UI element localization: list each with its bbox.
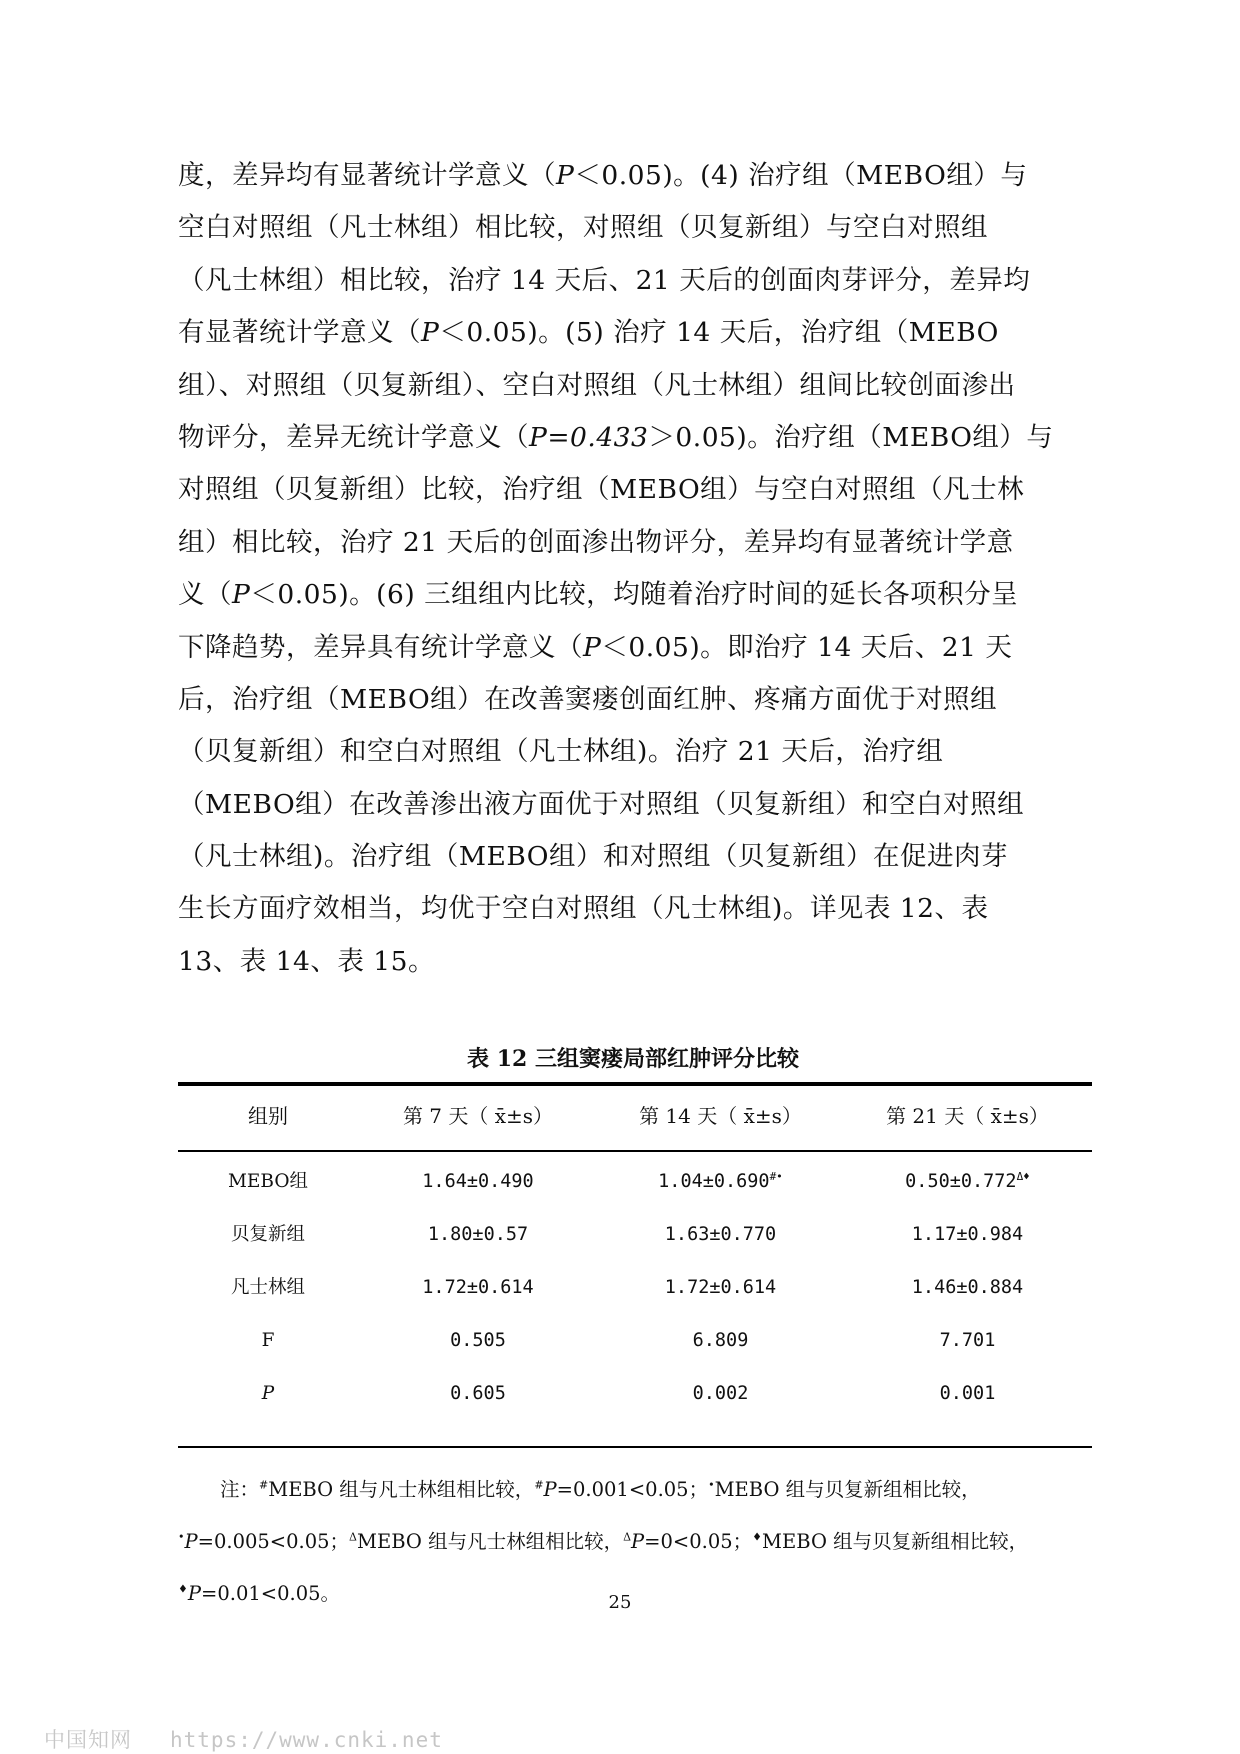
table-row [178,1162,1092,1202]
watermark [44,1724,443,1754]
row-label: 凡士林组 [230,1277,305,1298]
paragraph-line: 13、表 14、表 15。 [178,945,436,977]
table-caption: 表 12 三组窦瘘局部红肿评分比较 [467,1046,799,1072]
paragraph-line: （凡士林组）相比较，治疗 14 天后、21 天后的创面肉芽评分，差异均 [178,264,1031,296]
cell-day7: 0.605 [450,1383,506,1404]
paragraph-line: （贝复新组）和空白对照组（凡士林组)。治疗 21 天后，治疗组 [178,736,944,768]
watermark-url: https://www.cnki.net [170,1728,443,1752]
cell-day21: 1.17±0.984 [911,1224,1024,1245]
cell-day21: 1.46±0.884 [911,1277,1024,1298]
header-day7: 第 7 天（ x̄±s） [402,1104,554,1128]
note-line: 注：#MEBO 组与凡士林组相比较，#P=0.001<0.05；•MEBO 组与贝复新组相比较， [220,1478,981,1501]
table-top-rule [178,1082,1092,1086]
cell-day7: 1.72±0.614 [422,1277,534,1298]
paragraph-line: 生长方面疗效相当，均优于空白对照组（凡士林组)。详见表 12、表 [178,893,989,925]
paragraph-line: 空白对照组（凡士林组）相比较，对照组（贝复新组）与空白对照组 [178,212,988,244]
row-label: 贝复新组 [230,1224,305,1245]
cell-day14: 6.809 [692,1330,749,1351]
table-header-row [178,1096,1092,1136]
table-bottom-rule [178,1446,1092,1448]
page-number: 25 [608,1592,632,1613]
body-paragraph [178,150,1088,988]
table-row [178,1215,1092,1255]
table-row [178,1268,1092,1308]
cell-day21: 7.701 [939,1330,996,1351]
header-day14: 第 14 天（ x̄±s） [639,1104,802,1128]
cell-day7: 1.80±0.57 [427,1224,529,1245]
cell-day21: 0.001 [939,1383,996,1404]
paragraph-line: 度，差异均有显著统计学意义（P＜0.05)。(4) 治疗组（MEBO组）与 [178,160,1028,191]
paragraph-line: 对照组（贝复新组）比较，治疗组（MEBO组）与空白对照组（凡士林 [178,474,1025,506]
cell-day14: 0.002 [692,1383,749,1404]
paragraph-line: （MEBO组）在改善渗出液方面优于对照组（贝复新组）和空白对照组 [178,788,1025,820]
paragraph-line: 义（P＜0.05)。(6) 三组组内比较，均随着治疗时间的延长各项积分呈 [178,579,1019,611]
cell-day7: 1.64±0.490 [422,1171,534,1192]
cell-day21: $0.50\pm 0.772^{\Delta♦}$ [905,1169,1030,1192]
paragraph-line: （凡士林组)。治疗组（MEBO组）和对照组（贝复新组）在促进肉芽 [178,841,1009,873]
paragraph-line: 组）相比较，治疗 21 天后的创面渗出物评分，差异均有显著统计学意 [178,526,1014,558]
row-label: P [261,1383,275,1404]
row-label: MEBO组 [227,1171,309,1192]
table-row [178,1374,1092,1414]
table-header-rule [178,1150,1092,1152]
cell-day14: 1.04±0.690#• [658,1169,783,1192]
table-row [178,1321,1092,1361]
cell-day7: 0.505 [450,1330,506,1351]
header-day21: 第 21 天（ x̄±s） [886,1104,1049,1128]
paragraph-line: 组）、对照组（贝复新组）、空白对照组（凡士林组）组间比较创面渗出 [178,369,1016,401]
note-line: ♦P=0.01<0.05。 [178,1582,341,1605]
paragraph-line: 有显著统计学意义（P＜0.05)。(5) 治疗 14 天后，治疗组（MEBO [178,317,999,349]
note-line: •P=0.005<0.05；$^\Delta$MEBO 组与凡士林组相比较，$^\Delta$P=0<0.05；♦MEBO 组与贝复新组相比较， [178,1530,1029,1553]
header-group: 组别 [248,1104,288,1128]
paragraph-line: 下降趋势，差异具有统计学意义（P＜0.05)。即治疗 14 天后、21 天 [178,631,1013,663]
cell-day14: 1.72±0.614 [664,1277,777,1298]
row-label: F [261,1330,275,1351]
cell-day14: 1.63±0.770 [664,1224,777,1245]
watermark-brand: 中国知网 [44,1728,132,1752]
paragraph-line: 物评分，差异无统计学意义（P=0.433＞0.05)。治疗组（MEBO组）与 [178,421,1054,453]
paragraph-line: 后，治疗组（MEBO组）在改善窦瘘创面红肿、疼痛方面优于对照组 [178,683,998,715]
